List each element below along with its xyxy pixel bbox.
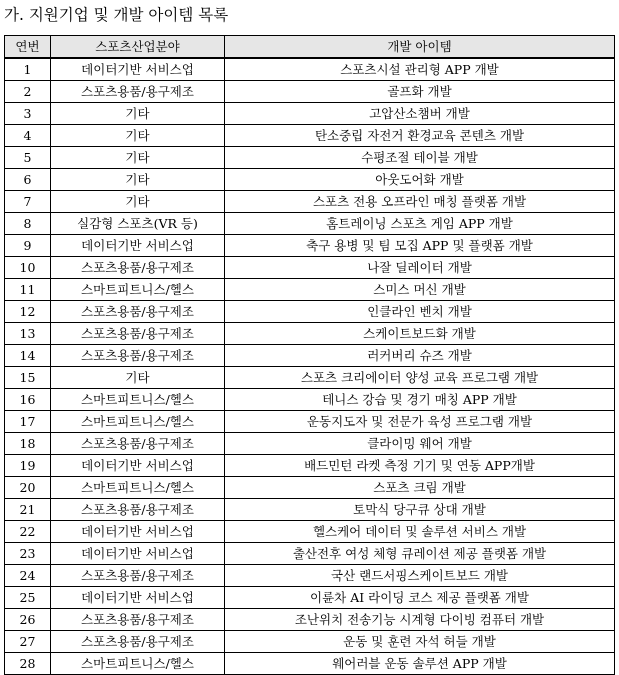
table-header-row xyxy=(5,36,615,59)
cell-field: 기타 xyxy=(51,103,225,125)
cell-item: 배드민턴 라켓 측정 기기 및 연동 APP개발 xyxy=(225,455,615,477)
cell-number: 7 xyxy=(5,191,51,213)
cell-item: 러커버리 슈즈 개발 xyxy=(225,345,615,367)
cell-item: 조난위치 전송기능 시계형 다이빙 컴퓨터 개발 xyxy=(225,609,615,631)
cell-item: 이륜차 AI 라이딩 코스 제공 플랫폼 개발 xyxy=(225,587,615,609)
cell-number: 19 xyxy=(5,455,51,477)
table-row xyxy=(5,631,615,653)
cell-field: 스포츠용품/용구제조 xyxy=(51,433,225,455)
table-row xyxy=(5,147,615,169)
cell-field: 스마트피트니스/헬스 xyxy=(51,279,225,301)
cell-item: 스포츠 크리에이터 양성 교육 프로그램 개발 xyxy=(225,367,615,389)
table-row xyxy=(5,499,615,521)
cell-field: 스포츠용품/용구제조 xyxy=(51,609,225,631)
cell-item: 운동지도자 및 전문가 육성 프로그램 개발 xyxy=(225,411,615,433)
cell-number: 14 xyxy=(5,345,51,367)
cell-number: 10 xyxy=(5,257,51,279)
table-row xyxy=(5,411,615,433)
header-number: 연번 xyxy=(5,36,51,59)
cell-field: 스마트피트니스/헬스 xyxy=(51,389,225,411)
cell-field: 기타 xyxy=(51,367,225,389)
cell-number: 12 xyxy=(5,301,51,323)
table-row xyxy=(5,455,615,477)
cell-field: 데이터기반 서비스업 xyxy=(51,521,225,543)
cell-item: 테니스 강습 및 경기 매칭 APP 개발 xyxy=(225,389,615,411)
cell-field: 스마트피트니스/헬스 xyxy=(51,653,225,675)
items-table xyxy=(4,35,615,675)
cell-item: 출산전후 여성 체형 큐레이션 제공 플랫폼 개발 xyxy=(225,543,615,565)
table-row xyxy=(5,81,615,103)
cell-number: 1 xyxy=(5,58,51,81)
cell-item: 스케이트보드화 개발 xyxy=(225,323,615,345)
cell-field: 실감형 스포츠(VR 등) xyxy=(51,213,225,235)
cell-item: 웨어러블 운동 솔루션 APP 개발 xyxy=(225,653,615,675)
cell-number: 18 xyxy=(5,433,51,455)
cell-number: 22 xyxy=(5,521,51,543)
cell-item: 골프화 개발 xyxy=(225,81,615,103)
table-row xyxy=(5,191,615,213)
cell-number: 5 xyxy=(5,147,51,169)
cell-item: 운동 및 훈련 자석 허들 개발 xyxy=(225,631,615,653)
cell-item: 스포츠 크림 개발 xyxy=(225,477,615,499)
table-row xyxy=(5,609,615,631)
cell-field: 스포츠용품/용구제조 xyxy=(51,565,225,587)
cell-field: 스포츠용품/용구제조 xyxy=(51,81,225,103)
cell-number: 2 xyxy=(5,81,51,103)
cell-field: 스마트피트니스/헬스 xyxy=(51,477,225,499)
cell-item: 스포츠 전용 오프라인 매칭 플랫폼 개발 xyxy=(225,191,615,213)
table-row xyxy=(5,213,615,235)
table-row xyxy=(5,653,615,675)
table-row xyxy=(5,477,615,499)
cell-number: 26 xyxy=(5,609,51,631)
table-row xyxy=(5,103,615,125)
cell-item: 고압산소챔버 개발 xyxy=(225,103,615,125)
cell-item: 클라이밍 웨어 개발 xyxy=(225,433,615,455)
cell-field: 스포츠용품/용구제조 xyxy=(51,257,225,279)
cell-field: 기타 xyxy=(51,191,225,213)
table-row xyxy=(5,389,615,411)
cell-item: 아웃도어화 개발 xyxy=(225,169,615,191)
cell-field: 데이터기반 서비스업 xyxy=(51,58,225,81)
cell-item: 나잘 딜레이터 개발 xyxy=(225,257,615,279)
cell-number: 15 xyxy=(5,367,51,389)
cell-number: 3 xyxy=(5,103,51,125)
cell-field: 스포츠용품/용구제조 xyxy=(51,301,225,323)
cell-number: 13 xyxy=(5,323,51,345)
cell-number: 28 xyxy=(5,653,51,675)
cell-number: 17 xyxy=(5,411,51,433)
table-row xyxy=(5,301,615,323)
table-row xyxy=(5,587,615,609)
cell-field: 기타 xyxy=(51,125,225,147)
table-row xyxy=(5,345,615,367)
header-item: 개발 아이템 xyxy=(225,36,615,59)
table-row xyxy=(5,169,615,191)
cell-field: 스마트피트니스/헬스 xyxy=(51,411,225,433)
cell-number: 9 xyxy=(5,235,51,257)
cell-number: 8 xyxy=(5,213,51,235)
cell-field: 스포츠용품/용구제조 xyxy=(51,345,225,367)
cell-item: 홈트레이닝 스포츠 게임 APP 개발 xyxy=(225,213,615,235)
cell-field: 데이터기반 서비스업 xyxy=(51,587,225,609)
cell-field: 기타 xyxy=(51,169,225,191)
cell-item: 헬스케어 데이터 및 솔루션 서비스 개발 xyxy=(225,521,615,543)
table-row xyxy=(5,565,615,587)
cell-field: 스포츠용품/용구제조 xyxy=(51,323,225,345)
cell-field: 기타 xyxy=(51,147,225,169)
cell-item: 스미스 머신 개발 xyxy=(225,279,615,301)
cell-item: 국산 랜드서핑스케이트보드 개발 xyxy=(225,565,615,587)
cell-number: 21 xyxy=(5,499,51,521)
cell-number: 6 xyxy=(5,169,51,191)
cell-number: 4 xyxy=(5,125,51,147)
table-row xyxy=(5,125,615,147)
cell-field: 데이터기반 서비스업 xyxy=(51,543,225,565)
table-row xyxy=(5,235,615,257)
cell-number: 16 xyxy=(5,389,51,411)
cell-number: 27 xyxy=(5,631,51,653)
cell-item: 스포츠시설 관리형 APP 개발 xyxy=(225,58,615,81)
table-row xyxy=(5,323,615,345)
section-heading: 가. 지원기업 및 개발 아이템 목록 xyxy=(4,6,229,24)
cell-number: 24 xyxy=(5,565,51,587)
cell-field: 데이터기반 서비스업 xyxy=(51,455,225,477)
cell-item: 토막식 당구큐 상대 개발 xyxy=(225,499,615,521)
table-row xyxy=(5,257,615,279)
cell-number: 11 xyxy=(5,279,51,301)
table-row xyxy=(5,543,615,565)
table-body xyxy=(5,58,615,675)
cell-item: 축구 용병 및 팀 모집 APP 및 플랫폼 개발 xyxy=(225,235,615,257)
cell-item: 수평조절 테이블 개발 xyxy=(225,147,615,169)
cell-item: 인클라인 벤치 개발 xyxy=(225,301,615,323)
cell-field: 스포츠용품/용구제조 xyxy=(51,631,225,653)
table-row xyxy=(5,433,615,455)
cell-field: 데이터기반 서비스업 xyxy=(51,235,225,257)
table-row xyxy=(5,521,615,543)
cell-field: 스포츠용품/용구제조 xyxy=(51,499,225,521)
cell-item: 탄소중립 자전거 환경교육 콘텐츠 개발 xyxy=(225,125,615,147)
cell-number: 25 xyxy=(5,587,51,609)
table-row xyxy=(5,367,615,389)
header-field: 스포츠산업분야 xyxy=(51,36,225,59)
table-row xyxy=(5,58,615,81)
cell-number: 20 xyxy=(5,477,51,499)
cell-number: 23 xyxy=(5,543,51,565)
table-row xyxy=(5,279,615,301)
